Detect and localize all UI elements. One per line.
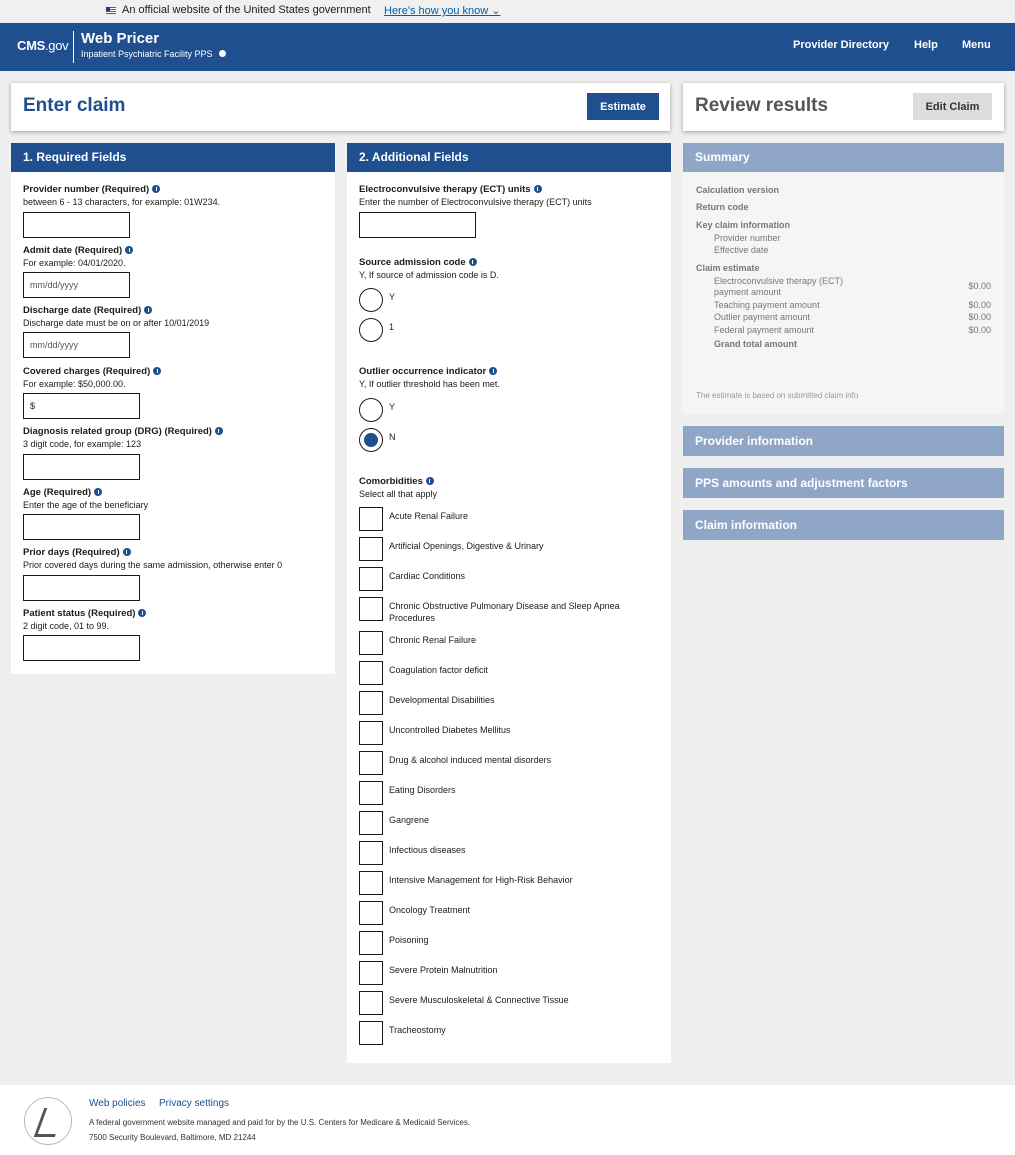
outlier-payment-label: Outlier payment amount: [714, 312, 811, 322]
gov-banner: [0, 0, 1015, 23]
hhs-seal-icon: [24, 1097, 72, 1145]
outlier-payment-amount: $0.00: [968, 312, 991, 322]
grand-total-label: Grand total amount: [714, 339, 797, 349]
outlier-radio-y-label: Y: [389, 402, 396, 412]
outlier-radio-n-label: N: [389, 432, 396, 442]
comorbidity-label: Oncology Treatment: [389, 905, 471, 915]
source-radio-y[interactable]: [359, 288, 383, 312]
comorbidity-label: Drug & alcohol induced mental disorders: [389, 755, 552, 765]
provider-information-accordion[interactable]: Provider information: [683, 426, 1004, 456]
ect-payment-label: Electroconvulsive therapy (ECT): [714, 276, 844, 286]
discharge-date-input[interactable]: mm/dd/yyyy: [23, 332, 130, 358]
discharge-date-label: Discharge date (Required): [23, 305, 142, 316]
comorbidity-checkbox[interactable]: [359, 961, 383, 985]
comorbidity-checkbox[interactable]: [359, 567, 383, 591]
comorbidity-checkbox[interactable]: [359, 871, 383, 895]
comorbidity-checkbox[interactable]: [359, 781, 383, 805]
source-admission-group: [359, 257, 499, 280]
comorbidity-label: Coagulation factor deficit: [389, 665, 489, 675]
comorbidity-label: Tracheostomy: [389, 1025, 446, 1035]
subtitle-info-icon[interactable]: [219, 50, 226, 57]
comorbidity-label: Chronic Obstructive Pulmonary Disease and Sleep Apnea Procedures: [389, 601, 620, 623]
comorbidity-checkbox[interactable]: [359, 721, 383, 745]
ect-units-group: [359, 184, 592, 207]
drg-input[interactable]: [23, 454, 140, 480]
review-results-title: Review results: [695, 95, 829, 116]
ect-units-input[interactable]: [359, 212, 476, 238]
info-icon[interactable]: [534, 185, 542, 193]
info-icon[interactable]: [144, 306, 152, 314]
ect-units-hint: Enter the number of Electroconvulsive therapy (ECT) units: [359, 197, 592, 207]
source-radio-1[interactable]: [359, 318, 383, 342]
prior-days-input[interactable]: [23, 575, 140, 601]
comorbidities-hint: Select all that apply: [359, 489, 438, 499]
provider-number-label: Provider number (Required): [23, 184, 150, 195]
provider-number-group: [23, 184, 220, 207]
comorbidities-label: Comorbidities: [359, 476, 423, 487]
how-you-know-link[interactable]: Here's how you know ⌄: [384, 5, 501, 17]
footer-address-text: 7500 Security Boulevard, Baltimore, MD 21244: [89, 1133, 256, 1142]
source-radio-y-label: Y: [389, 292, 396, 302]
prior-days-label: Prior days (Required): [23, 547, 120, 558]
footer-managed-text: A federal government website managed and paid for by the U.S. Centers for Medicare & Medicaid Services.: [89, 1118, 471, 1127]
covered-charges-hint: For example: $50,000.00.: [23, 379, 126, 389]
covered-charges-label: Covered charges (Required): [23, 366, 151, 377]
info-icon[interactable]: [94, 488, 102, 496]
comorbidity-checkbox[interactable]: [359, 841, 383, 865]
comorbidity-label: Gangrene: [389, 815, 430, 825]
federal-payment-amount: $0.00: [968, 325, 991, 335]
admit-date-label: Admit date (Required): [23, 245, 123, 256]
info-icon[interactable]: [469, 258, 477, 266]
comorbidity-label: Intensive Management for High-Risk Behavior: [389, 875, 573, 885]
site-footer: [0, 1085, 1015, 1155]
prior-days-hint: Prior covered days during the same admission, otherwise enter 0: [23, 560, 283, 570]
info-icon[interactable]: [138, 609, 146, 617]
estimate-button[interactable]: Estimate: [587, 93, 659, 120]
nav-help[interactable]: Help: [914, 39, 938, 51]
provider-number-input[interactable]: [23, 212, 130, 238]
edit-claim-button[interactable]: Edit Claim: [913, 93, 992, 120]
comorbidity-checkbox[interactable]: [359, 661, 383, 685]
comorbidity-checkbox[interactable]: [359, 537, 383, 561]
site-header: [0, 23, 1015, 71]
comorbidity-label: Acute Renal Failure: [389, 511, 469, 521]
summary-panel: [683, 143, 1004, 414]
enter-claim-card: [11, 83, 670, 131]
comorbidity-checkbox[interactable]: [359, 631, 383, 655]
comorbidity-label: Poisoning: [389, 935, 429, 945]
us-flag-icon: [106, 7, 116, 14]
app-subtitle: Inpatient Psychiatric Facility PPS: [81, 49, 226, 59]
covered-charges-input[interactable]: $: [23, 393, 140, 419]
claim-estimate-label: Claim estimate: [696, 263, 760, 273]
age-group: [23, 487, 148, 510]
outlier-radio-n[interactable]: [359, 428, 383, 452]
key-claim-info-label: Key claim information: [696, 220, 791, 230]
source-radio-1-label: 1: [389, 322, 395, 332]
federal-payment-label: Federal payment amount: [714, 325, 815, 335]
app-title: Web Pricer: [81, 30, 160, 47]
age-input[interactable]: [23, 514, 140, 540]
patient-status-group: [23, 608, 146, 631]
covered-charges-group: [23, 366, 161, 389]
teaching-payment-label: Teaching payment amount: [714, 300, 820, 310]
estimate-note: The estimate is based on submitted claim info: [696, 391, 859, 400]
info-icon[interactable]: [489, 367, 497, 375]
comorbidity-label: Eating Disorders: [389, 785, 456, 795]
ect-units-label: Electroconvulsive therapy (ECT) units: [359, 184, 531, 195]
comorbidity-label: Severe Musculoskeletal & Connective Tissue: [389, 995, 569, 1005]
age-label: Age (Required): [23, 487, 92, 498]
outlier-radio-y[interactable]: [359, 398, 383, 422]
admit-date-hint: For example: 04/01/2020.: [23, 258, 126, 268]
info-icon[interactable]: [152, 185, 160, 193]
nav-menu[interactable]: Menu: [962, 39, 991, 51]
info-icon[interactable]: [215, 427, 223, 435]
comorbidity-label: Infectious diseases: [389, 845, 466, 855]
required-fields-heading: 1. Required Fields: [11, 143, 335, 172]
cms-logo[interactable]: CMS.gov: [17, 38, 69, 53]
outlier-indicator-label: Outlier occurrence indicator: [359, 366, 487, 377]
comorbidity-label: Cardiac Conditions: [389, 571, 466, 581]
discharge-date-group: [23, 305, 209, 328]
required-fields-panel: [11, 143, 335, 674]
comorbidity-label: Uncontrolled Diabetes Mellitus: [389, 725, 511, 735]
patient-status-input[interactable]: [23, 635, 140, 661]
info-icon[interactable]: [125, 246, 133, 254]
source-admission-label: Source admission code: [359, 257, 466, 268]
effective-date-summary: Effective date: [714, 245, 769, 255]
return-code-label: Return code: [696, 202, 749, 212]
comorbidity-label: Severe Protein Malnutrition: [389, 965, 498, 975]
admit-date-group: [23, 245, 133, 268]
comorbidity-checkbox[interactable]: [359, 811, 383, 835]
comorbidities-group: [359, 476, 437, 499]
drg-label: Diagnosis related group (DRG) (Required): [23, 426, 212, 437]
discharge-date-hint: Discharge date must be on or after 10/01/2019: [23, 318, 210, 328]
teaching-payment-amount: $0.00: [968, 300, 991, 310]
patient-status-hint: 2 digit code, 01 to 99.: [23, 621, 110, 631]
comorbidity-label: Developmental Disabilities: [389, 695, 495, 705]
provider-number-summary: Provider number: [714, 233, 781, 243]
additional-fields-heading: 2. Additional Fields: [347, 143, 671, 172]
comorbidity-checkbox[interactable]: [359, 991, 383, 1015]
admit-date-input[interactable]: mm/dd/yyyy: [23, 272, 130, 298]
source-admission-hint: Y, If source of admission code is D.: [359, 270, 499, 280]
outlier-indicator-hint: Y, If outlier threshold has been met.: [359, 379, 500, 389]
prior-days-group: [23, 547, 282, 570]
nav-provider-directory[interactable]: Provider Directory: [793, 39, 889, 51]
provider-number-hint: between 6 - 13 characters, for example: 01W234.: [23, 197, 221, 207]
age-hint: Enter the age of the beneficiary: [23, 500, 149, 510]
ect-payment-amount: $0.00: [968, 281, 991, 291]
info-icon[interactable]: [153, 367, 161, 375]
comorbidity-checkbox[interactable]: [359, 1021, 383, 1045]
privacy-settings-link[interactable]: Privacy settings: [159, 1098, 230, 1109]
comorbidity-checkbox[interactable]: [359, 691, 383, 715]
claim-information-accordion[interactable]: Claim information: [683, 510, 1004, 540]
comorbidity-checkbox[interactable]: [359, 507, 383, 531]
patient-status-label: Patient status (Required): [23, 608, 136, 619]
additional-fields-panel: [347, 143, 671, 1063]
calc-version-label: Calculation version: [696, 185, 780, 195]
comorbidity-checkbox[interactable]: [359, 901, 383, 925]
comorbidity-checkbox[interactable]: [359, 751, 383, 775]
comorbidity-label: Artificial Openings, Digestive & Urinary: [389, 541, 544, 551]
header-divider: [73, 31, 74, 63]
summary-heading[interactable]: Summary: [683, 143, 1004, 172]
drg-group: [23, 426, 223, 449]
info-icon[interactable]: [426, 477, 434, 485]
enter-claim-title: Enter claim: [23, 95, 126, 116]
comorbidity-checkbox[interactable]: [359, 931, 383, 955]
web-policies-link[interactable]: Web policies: [89, 1098, 146, 1109]
info-icon[interactable]: [123, 548, 131, 556]
official-site-text: An official website of the United States government: [122, 4, 371, 16]
ect-payment-label-2: payment amount: [714, 287, 782, 297]
comorbidity-label: Chronic Renal Failure: [389, 635, 477, 645]
outlier-indicator-group: [359, 366, 500, 389]
comorbidity-checkbox[interactable]: [359, 597, 383, 621]
review-results-card: [683, 83, 1004, 131]
drg-hint: 3 digit code, for example: 123: [23, 439, 142, 449]
pps-amounts-accordion[interactable]: PPS amounts and adjustment factors: [683, 468, 1004, 498]
